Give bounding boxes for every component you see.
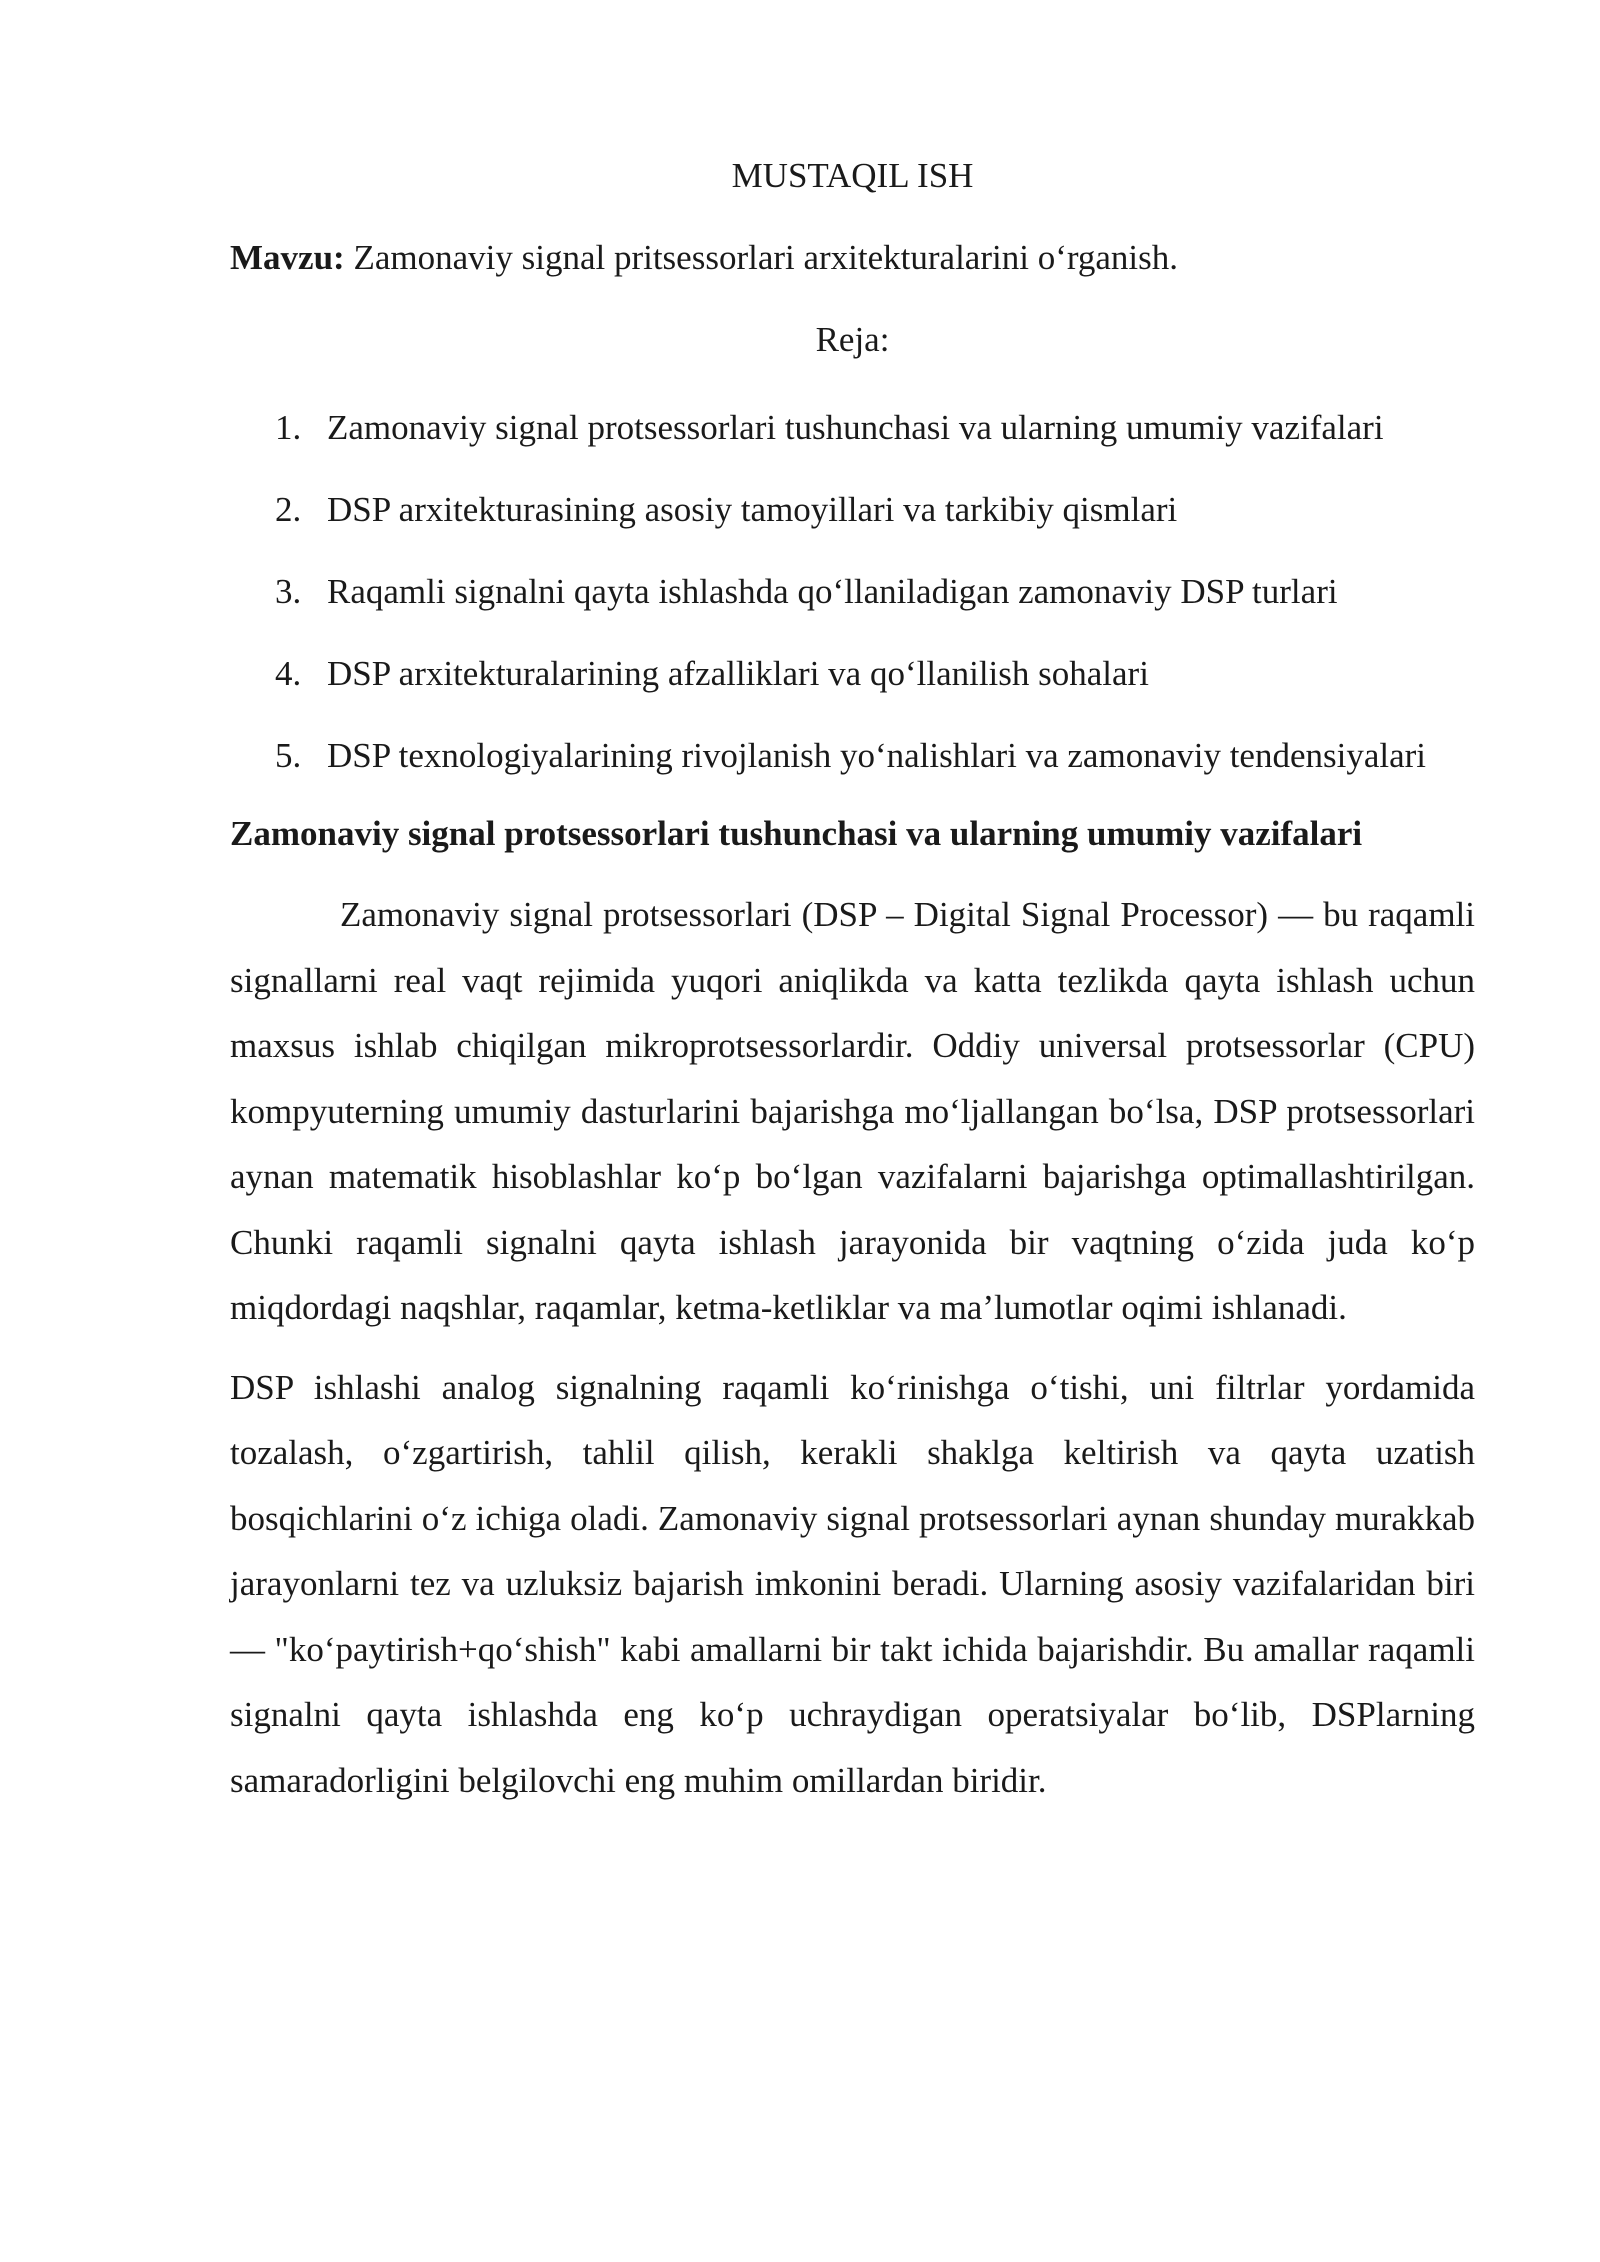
plan-item-number: 5.	[275, 736, 302, 775]
topic-text: Zamonaviy signal pritsessorlari arxitekturalarini o‘rganish.	[344, 238, 1179, 277]
plan-item-text: DSP arxitekturasining asosiy tamoyillari va tarkibiy qismlari	[327, 490, 1178, 529]
plan-item	[230, 642, 1475, 706]
body-paragraph-2: DSP ishlashi analog signalning raqamli ko‘rinishga o‘tishi, uni filtrlar yordamida tozalash, o‘zgartirish, tahlil qilish, kerakli shaklga keltirish va qayta uzatish bosqichlarini o‘z ichiga oladi. Zamonaviy signal protsessorlari aynan shunday murakkab jarayonlarni tez va uzluksiz bajarish imkonini beradi. Ularning asosiy vazifalaridan biri — "ko‘paytirish+qo‘shish" kabi amallarni bir takt ichida bajarishdir. Bu amallar raqamli signalni qayta ishlashda eng ko‘p uchraydigan operatsiyalar bo‘lib, DSPlarning samaradorligini belgilovchi eng muhim omillardan biridir.	[230, 1367, 1475, 1800]
plan-item-number: 3.	[275, 572, 302, 611]
section-heading: Zamonaviy signal protsessorlari tushunchasi va ularning umumiy vazifalari	[230, 814, 1363, 853]
plan-item	[230, 478, 1475, 542]
plan-item-text: Raqamli signalni qayta ishlashda qo‘llaniladigan zamonaviy DSP turlari	[327, 572, 1338, 611]
plan-item-number: 2.	[275, 490, 302, 529]
plan-item-number: 4.	[275, 654, 302, 693]
plan-heading: Reja:	[815, 320, 890, 359]
topic-label: Mavzu:	[230, 238, 345, 277]
plan-item-text: DSP texnologiyalarining rivojlanish yo‘nalishlari va zamonaviy tendensiyalari	[327, 736, 1427, 775]
plan-item-text: DSP arxitekturalarining afzalliklari va qo‘llanilish sohalari	[327, 654, 1149, 693]
document-page	[230, 150, 1475, 1813]
plan-item-text: Zamonaviy signal protsessorlari tushunchasi va ularning umumiy vazifalari	[327, 408, 1384, 447]
topic-line	[230, 232, 1475, 284]
plan-item	[230, 560, 1475, 624]
plan-item-number: 1.	[275, 408, 302, 447]
plan-item	[230, 396, 1475, 460]
plan-list	[230, 396, 1475, 788]
body-paragraph-1: Zamonaviy signal protsessorlari (DSP – Digital Signal Processor) — bu raqamli signallarni real vaqt rejimida yuqori aniqlikda va katta tezlikda qayta ishlash uchun maxsus ishlab chiqilgan mikroprotsessorlardir. Oddiy universal protsessorlar (CPU) kompyuterning umumiy dasturlarini bajarishga mo‘ljallangan bo‘lsa, DSP protsessorlari aynan matematik hisoblashlar ko‘p bo‘lgan vazifalarni bajarishga optimallashtirilgan. Chunki raqamli signalni qayta ishlash jarayonida bir vaqtning o‘zida juda ko‘p miqdordagi naqshlar, raqamlar, ketma-ketliklar va ma’lumotlar oqimi ishlanadi.	[230, 895, 1475, 1327]
plan-item	[230, 724, 1475, 788]
document-title: MUSTAQIL ISH	[731, 156, 974, 195]
